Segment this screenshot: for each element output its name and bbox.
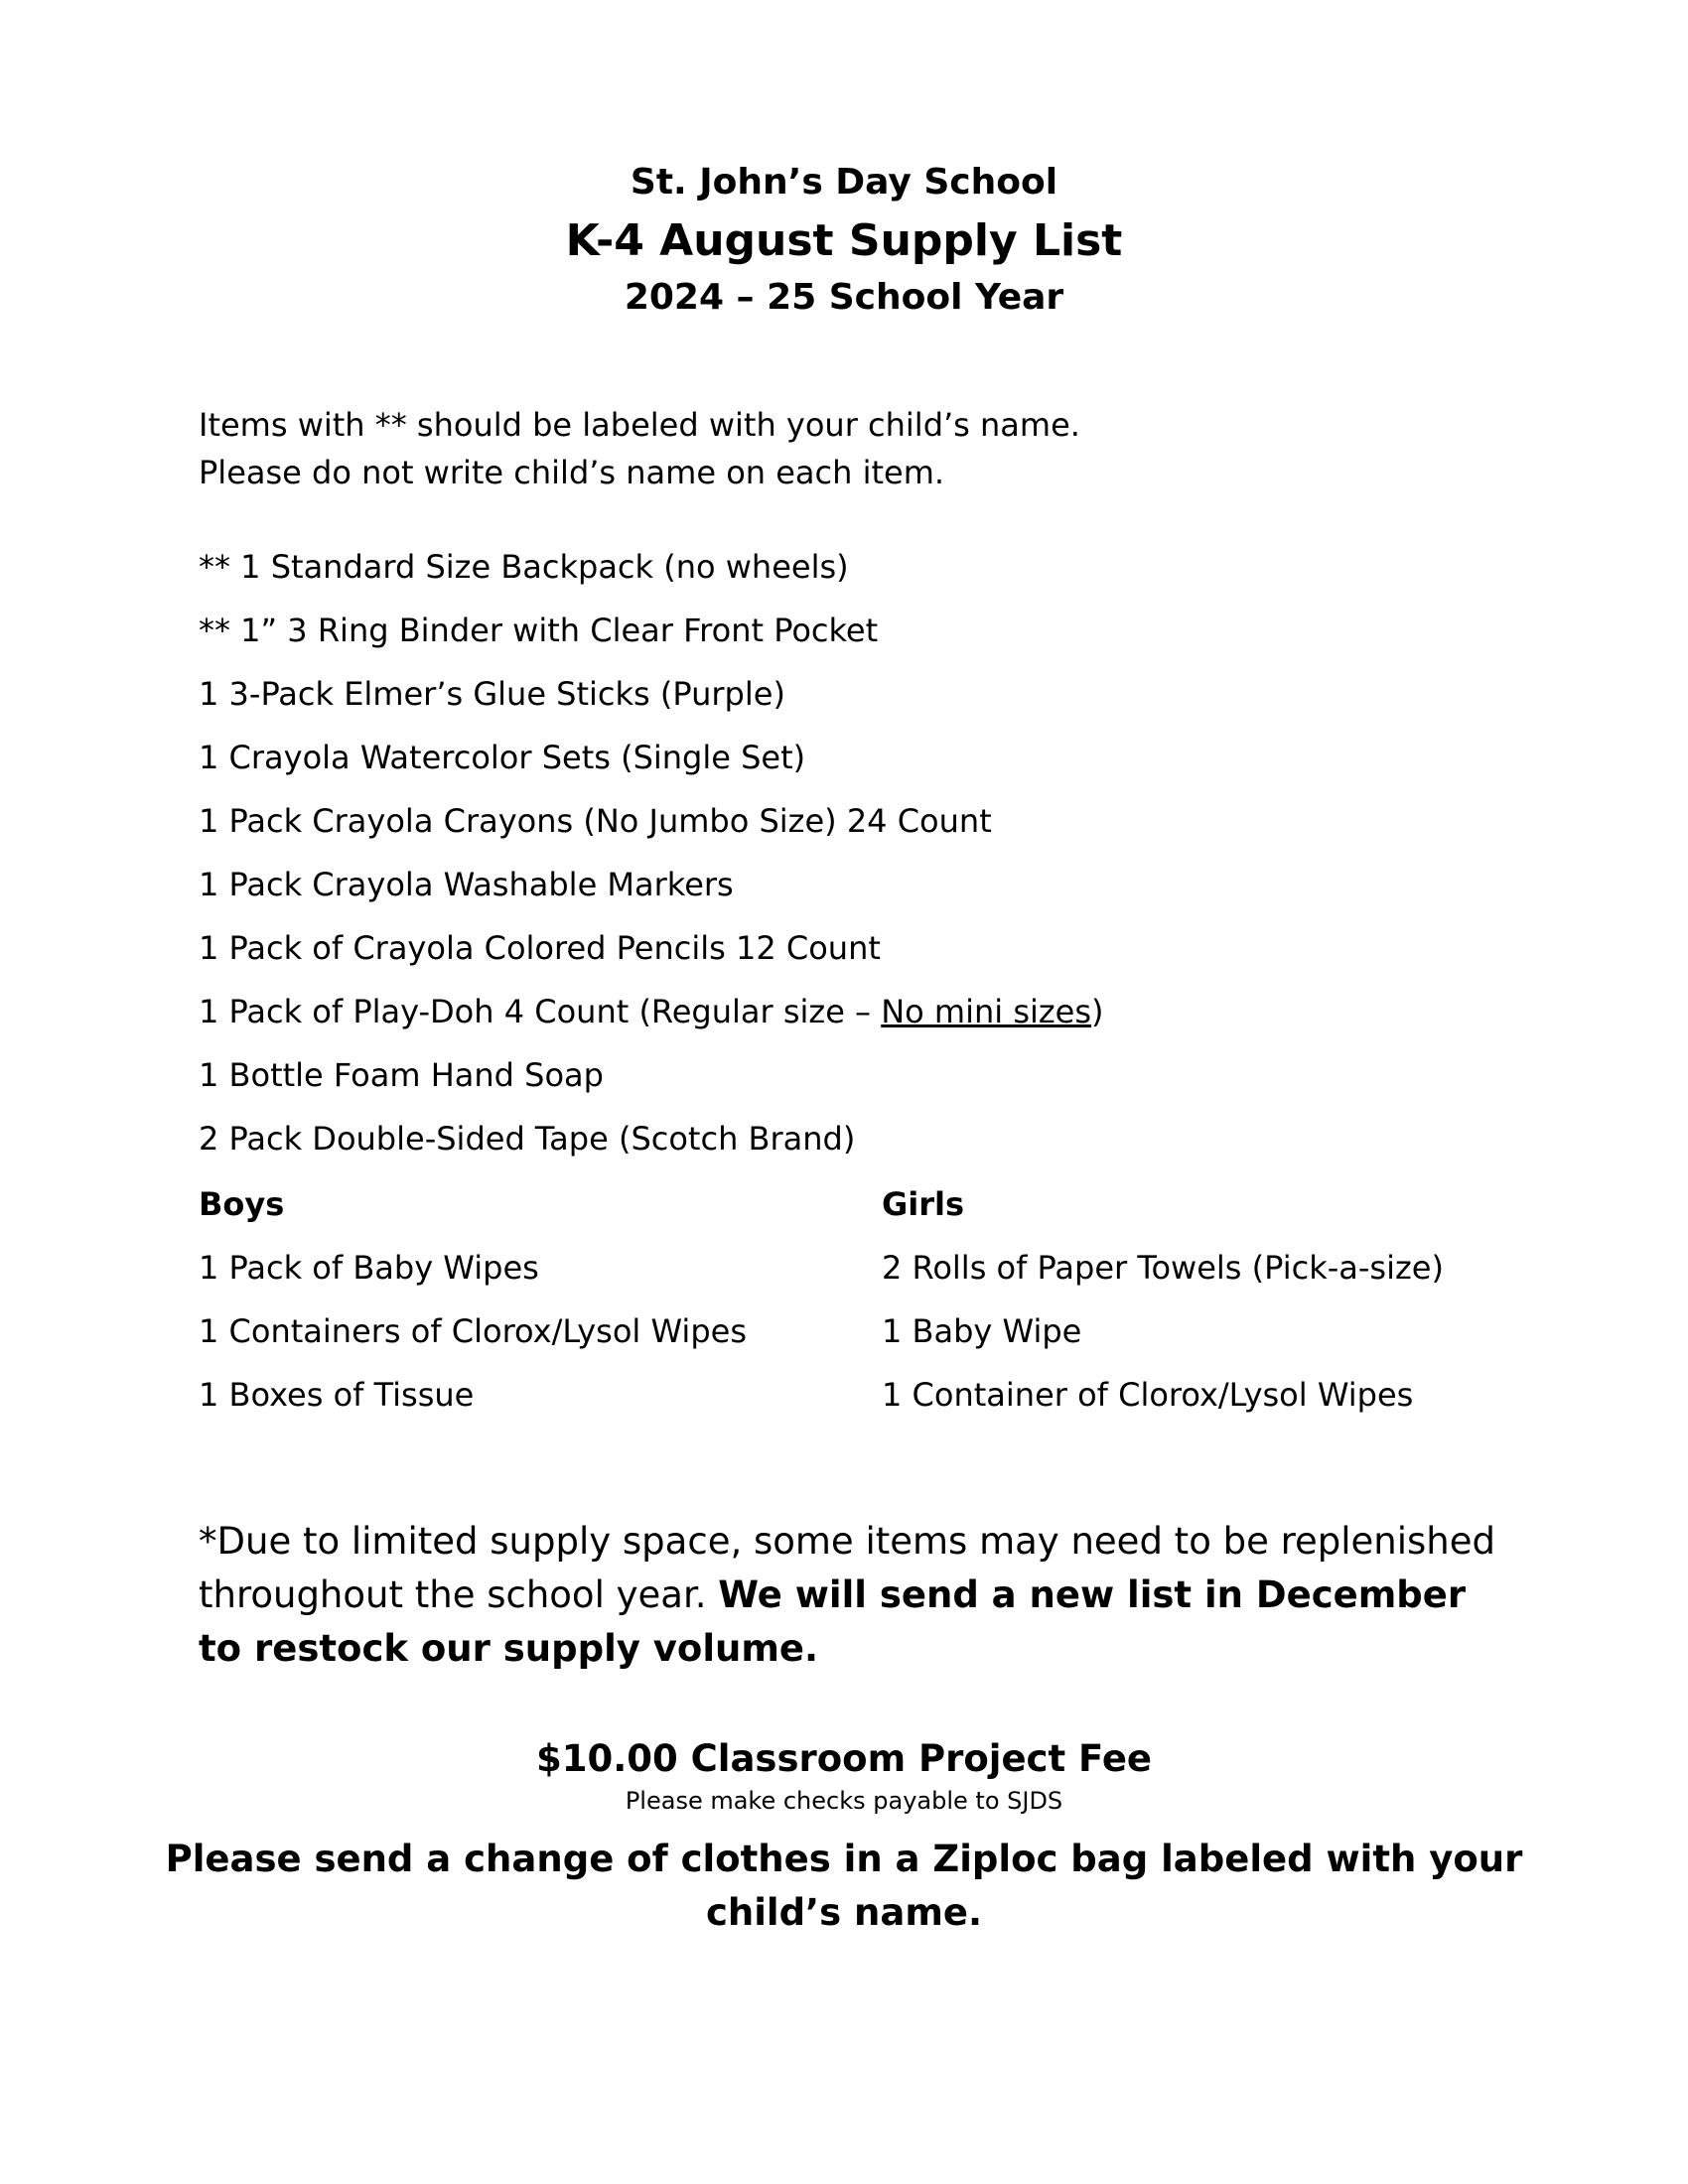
list-item: ** 1 Standard Size Backpack (no wheels) [199, 548, 849, 586]
note-regular-text: *Due to limited supply space, some items may need to be replenished throughout the school year. [199, 1520, 1496, 1616]
list-item: ** 1” 3 Ring Binder with Clear Front Pocket [199, 612, 879, 649]
list-item: 1 Bottle Foam Hand Soap [199, 1056, 604, 1094]
playdoh-closing-paren: ) [1091, 993, 1104, 1030]
playdoh-underlined-text: No mini sizes [881, 993, 1092, 1030]
project-fee-title: $10.00 Classroom Project Fee [535, 1737, 1153, 1780]
intro-line-1: Items with ** should be labeled with your child’s name. [199, 406, 1080, 444]
list-item: 1 Pack Crayola Crayons (No Jumbo Size) 24 Count [199, 802, 992, 840]
list-item: 2 Pack Double-Sided Tape (Scotch Brand) [199, 1120, 856, 1158]
closing-line-2: child’s name. [705, 1891, 983, 1934]
checks-payable-note: Please make checks payable to SJDS [625, 1787, 1063, 1815]
playdoh-text: 1 Pack of Play-Doh 4 Count (Regular size – [199, 993, 882, 1030]
boys-heading: Boys [199, 1185, 285, 1223]
list-item-playdoh [199, 980, 1104, 1043]
list-item: 1 Pack Crayola Washable Markers [199, 866, 734, 903]
list-item: 1 3-Pack Elmer’s Glue Sticks (Purple) [199, 675, 785, 713]
list-item: 1 Crayola Watercolor Sets (Single Set) [199, 739, 806, 776]
list-item: 1 Pack of Baby Wipes [199, 1249, 539, 1287]
supply-list-title: K-4 August Supply List [565, 215, 1123, 266]
list-item: 1 Container of Clorox/Lysol Wipes [882, 1376, 1414, 1414]
note-bold-text: We will send a new list in December to restock our supply volume. [199, 1573, 1467, 1670]
list-item: 2 Rolls of Paper Towels (Pick-a-size) [882, 1249, 1444, 1287]
list-item: 1 Pack of Crayola Colored Pencils 12 Count [199, 929, 881, 967]
girls-column [882, 1172, 1444, 1427]
school-year: 2024 – 25 School Year [624, 277, 1064, 318]
closing-line-1: Please send a change of clothes in a Ziploc bag labeled with your [165, 1838, 1523, 1880]
intro-line-2: Please do not write child’s name on each item. [199, 454, 945, 491]
girls-heading: Girls [882, 1185, 965, 1223]
supply-items-list [199, 535, 1104, 1170]
list-item: 1 Boxes of Tissue [199, 1376, 475, 1414]
change-of-clothes-note [0, 1833, 1688, 1940]
list-item: 1 Baby Wipe [882, 1312, 1082, 1350]
replenish-note [199, 1515, 1509, 1676]
school-name: St. John’s Day School [630, 162, 1058, 203]
list-item: 1 Containers of Clorox/Lysol Wipes [199, 1312, 747, 1350]
boys-column [199, 1172, 747, 1427]
labeling-instructions [199, 401, 1080, 496]
